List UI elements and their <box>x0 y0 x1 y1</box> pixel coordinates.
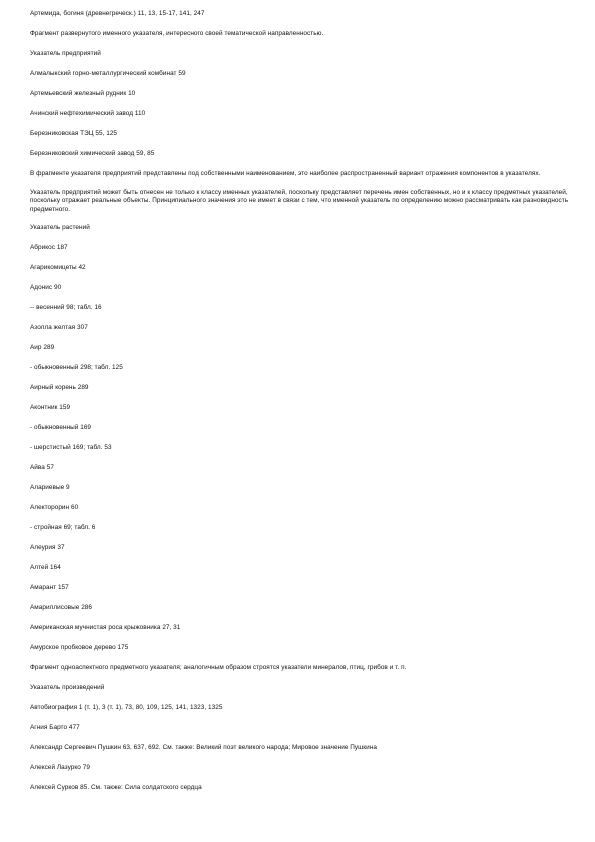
index-entry: Алмалыкский горно-металлургический комбинат 59 <box>30 70 186 77</box>
index-entry: Алариевые 9 <box>30 484 70 491</box>
index-entry-artemida: Артемида, богиня (древнегреческ.) 11, 13, 15-17, 141, 247 <box>30 10 205 17</box>
document-page <box>30 10 570 804</box>
index-entry: Березниковская ТЭЦ 55, 125 <box>30 130 118 137</box>
index-entry: Алтей 164 <box>30 564 61 571</box>
index-subentry: - стройная 69; табл. 6 <box>30 524 96 531</box>
index-entry: Аирный корень 289 <box>30 384 89 391</box>
index-subentry: - обыкновенный 298; табл. 125 <box>30 364 123 371</box>
fragment-note-name-index: Фрагмент развернутого именного указателя, интересного своей тематической направленностью. <box>30 30 324 37</box>
index-subentry: - шерстистый 169; табл. 53 <box>30 444 112 451</box>
index-entry: Адонис 90 <box>30 284 62 291</box>
index-subentry: -- весенний 98; табл. 16 <box>30 304 102 311</box>
index-entry: Азолла желтая 307 <box>30 324 88 331</box>
index-entry: Агния Барто 477 <box>30 724 80 731</box>
index-entry: Артемьевский железный рудник 10 <box>30 90 136 97</box>
index-entry: Агарикомицеты 42 <box>30 264 86 271</box>
index-entry: Ачинский нефтехимический завод 110 <box>30 110 146 117</box>
section-heading-enterprises: Указатель предприятий <box>30 50 101 57</box>
index-entry: Алеурия 37 <box>30 544 65 551</box>
index-subentry: - обыкновенный 169 <box>30 424 92 431</box>
body-paragraph-enterprises-note: В фрагменте указателя предприятий представлены под собственными наименованием, это наиболее распространенный вариант отражения компонентов в указателях. <box>30 170 541 177</box>
index-entry: Автобиография 1 (т. 1), 3 (т. 1), 73, 80, 109, 125, 141, 1323, 1325 <box>30 704 223 711</box>
fragment-note-subject-index: Фрагмент одноаспектного предметного указателя; аналогичным образом строятся указатели минералов, птиц, грибов и т. п. <box>30 664 407 671</box>
index-entry: Алекторорин 60 <box>30 504 79 511</box>
index-entry: Американская мучнистая роса крыжовника 27, 31 <box>30 624 181 631</box>
index-entry: Аконтник 159 <box>30 404 71 411</box>
section-heading-plants: Указатель растений <box>30 224 90 231</box>
index-entry: Алексей Сурков 85. См. также: Сила солдатского сердца <box>30 784 202 791</box>
section-heading-works: Указатель произведений <box>30 684 105 691</box>
body-paragraph-index-classification: Указатель предприятий может быть отнесен не только к классу именных указателей, поскольку представляет перечень имен собственных, но и к классу предметных указателей, поскольку отражает реальные объекты. Принципиального значения это не имеет в связи с тем, что именной указатель по определению можно рассматривать как разновидность предметного. <box>30 188 569 213</box>
index-entry: Березниковский химический завод 59, 85 <box>30 150 155 157</box>
index-entry: Амарант 157 <box>30 584 69 591</box>
index-entry: Айва 57 <box>30 464 54 471</box>
index-entry: Амариллисовые 286 <box>30 604 93 611</box>
index-entry: Аир 289 <box>30 344 55 351</box>
index-entry: Амурское пробковое дерево 175 <box>30 644 129 651</box>
index-entry: Алексей Лазурко 79 <box>30 764 90 771</box>
index-entry: Абрикос 187 <box>30 244 68 251</box>
index-entry: Александр Сергеевич Пушкин 63, 637, 692. См. также: Великий поэт великого народа; Мировое значение Пушкина <box>30 744 377 751</box>
